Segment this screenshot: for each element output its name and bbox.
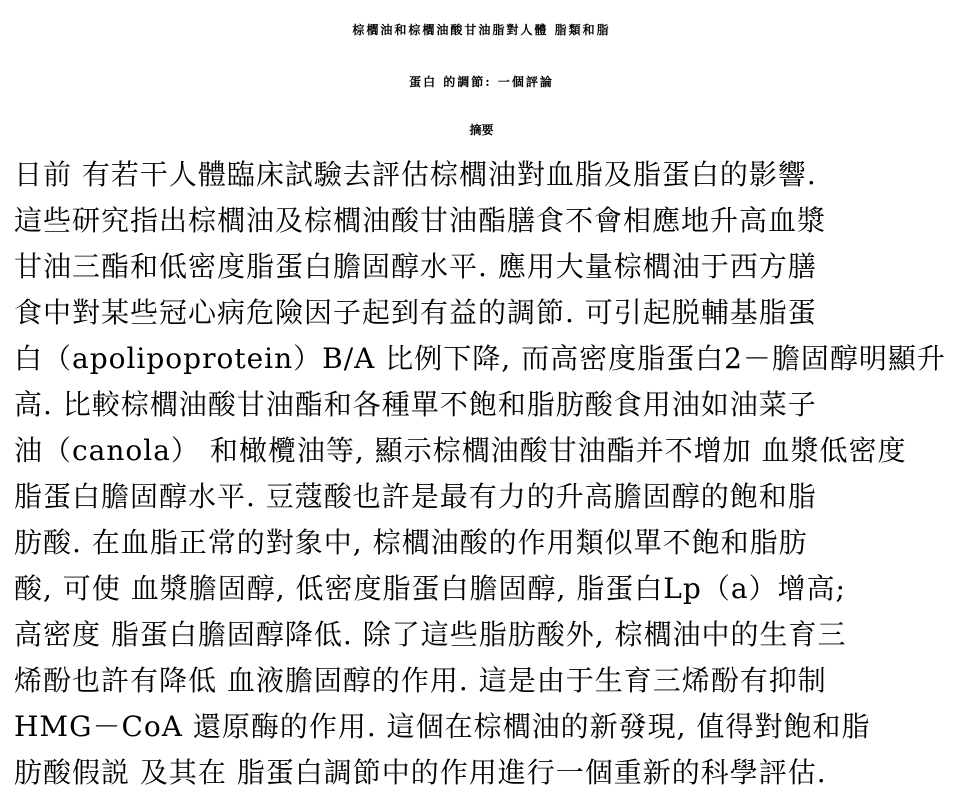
body-line: 油（canola） 和橄欖油等, 顯示棕櫚油酸甘油酯并不增加 血漿低密度	[14, 434, 907, 467]
body-line: 酸, 可使 血漿膽固醇, 低密度脂蛋白膽固醇, 脂蛋白Lp（a）增高;	[14, 572, 846, 605]
body-line: 高密度 脂蛋白膽固醇降低. 除了這些脂肪酸外, 棕櫚油中的生育三	[14, 618, 847, 651]
title-line-2: 蛋白 的調節: 一個評論	[409, 75, 554, 89]
body-line: 烯酚也許有降低 血液膽固醇的作用. 這是由于生育三烯酚有抑制	[14, 664, 827, 697]
body-line: 食中對某些冠心病危險因子起到有益的調節. 可引起脱輔基脂蛋	[14, 296, 817, 329]
body-line: 肪酸. 在血脂正常的對象中, 棕櫚油酸的作用類似單不飽和脂肪	[14, 526, 808, 559]
body-line: HMG－CoA 還原酶的作用. 這個在棕櫚油的新發現, 值得對飽和脂	[14, 710, 871, 743]
body-line: 日前 有若干人體臨床試驗去評估棕櫚油對血脂及脂蛋白的影響.	[14, 158, 817, 191]
title-line-1: 棕櫚油和棕櫚油酸甘油脂對人體 脂類和脂	[352, 23, 611, 37]
abstract-heading: 摘要	[469, 123, 494, 137]
body-line: 甘油三酯和低密度脂蛋白膽固醇水平. 應用大量棕櫚油于西方膳	[14, 250, 817, 283]
body-line: 肪酸假説 及其在 脂蛋白調節中的作用進行一個重新的科學評估.	[14, 756, 827, 789]
body-line: 白（apolipoprotein）B/A 比例下降, 而高密度脂蛋白2－膽固醇明顯升	[14, 342, 946, 375]
body-line: 這些研究指出棕櫚油及棕櫚油酸甘油酯膳食不會相應地升高血漿	[14, 204, 827, 237]
body-line: 高. 比較棕櫚油酸甘油酯和各種單不飽和脂肪酸食用油如油菜子	[14, 388, 817, 421]
body-line: 脂蛋白膽固醇水平. 豆蔻酸也許是最有力的升高膽固醇的飽和脂	[14, 480, 817, 513]
